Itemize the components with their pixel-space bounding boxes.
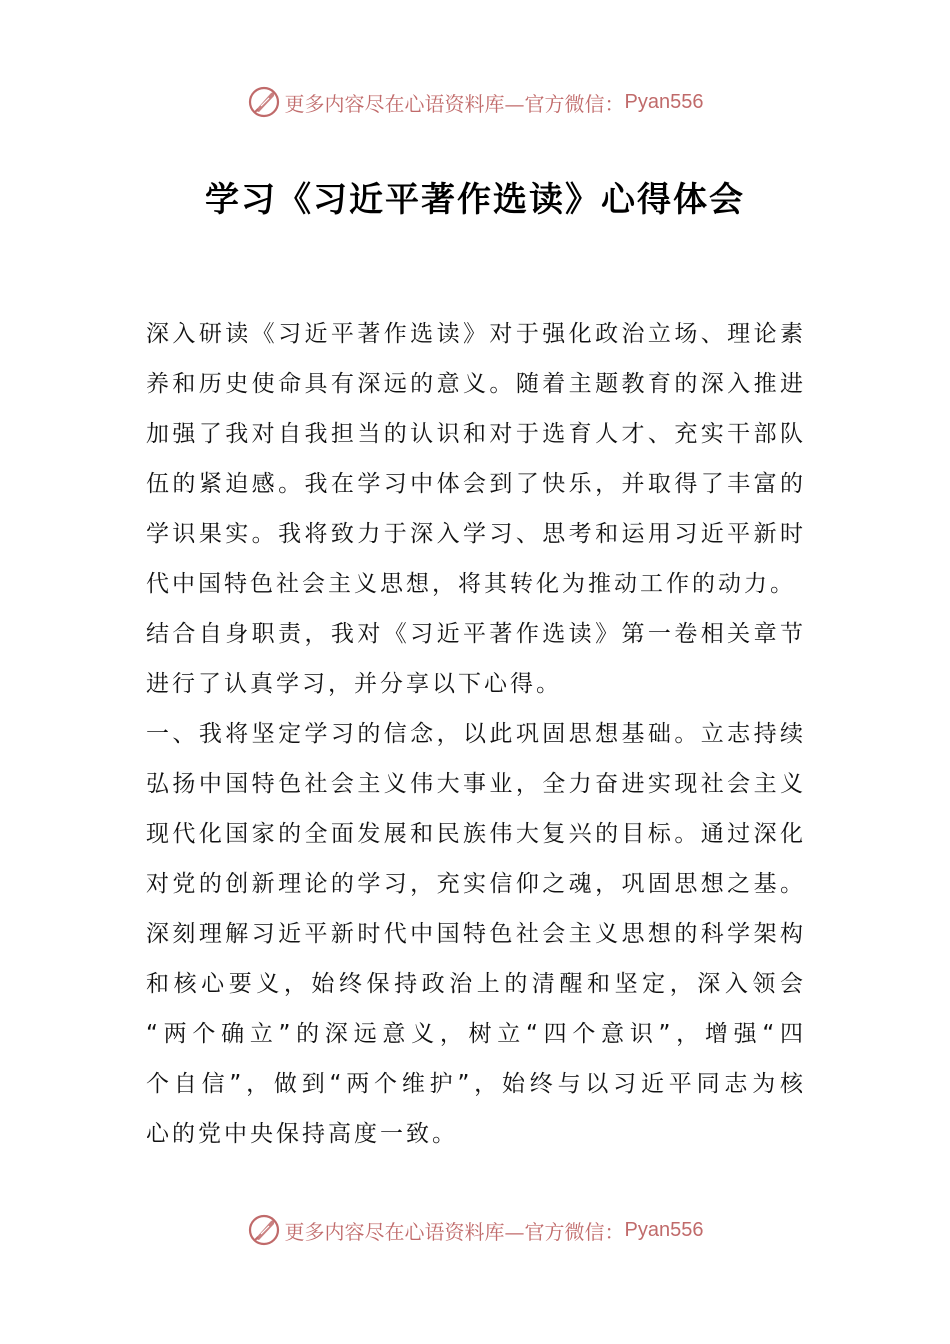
body-line: 对党的创新理论的学习，充实信仰之魂，巩固思想之基。 bbox=[146, 871, 806, 897]
body-line: 进行了认真学习，并分享以下心得。 bbox=[146, 671, 562, 697]
body-line: 和核心要义，始终保持政治上的清醒和坚定，深入领会 bbox=[146, 971, 806, 997]
feather-pen-logo-icon bbox=[247, 1213, 281, 1247]
body-line: 一、我将坚定学习的信念，以此巩固思想基础。立志持续 bbox=[146, 721, 806, 747]
body-line: 养和历史使命具有深远的意义。随着主题教育的深入推进 bbox=[146, 371, 806, 397]
body-line: 加强了我对自我担当的认识和对于选育人才、充实干部队 bbox=[146, 421, 806, 447]
header-wechat-id: Pyan556 bbox=[624, 90, 704, 113]
feather-pen-logo-icon bbox=[247, 85, 281, 119]
body-line: 伍的紧迫感。我在学习中体会到了快乐，并取得了丰富的 bbox=[146, 471, 806, 497]
header-slogan: 更多内容尽在心语资料库—官方微信： bbox=[284, 91, 625, 116]
body-line: 深刻理解习近平新时代中国特色社会主义思想的科学架构 bbox=[146, 921, 806, 947]
body-line: 深入研读《习近平著作选读》对于强化政治立场、理论素 bbox=[146, 321, 806, 347]
header-watermark-banner bbox=[0, 82, 950, 122]
body-line: 代中国特色社会主义思想，将其转化为推动工作的动力。 bbox=[146, 571, 796, 597]
footer-watermark-banner bbox=[0, 1210, 950, 1250]
body-line: 现代化国家的全面发展和民族伟大复兴的目标。通过深化 bbox=[146, 821, 806, 847]
footer-wechat-id: Pyan556 bbox=[624, 1218, 704, 1241]
body-line: 心的党中央保持高度一致。 bbox=[146, 1121, 458, 1147]
body-line: 学识果实。我将致力于深入学习、思考和运用习近平新时 bbox=[146, 521, 806, 547]
document-title: 学习《习近平著作选读》心得体会 bbox=[205, 180, 745, 220]
body-line: 结合自身职责，我对《习近平著作选读》第一卷相关章节 bbox=[146, 621, 806, 647]
footer-slogan: 更多内容尽在心语资料库—官方微信： bbox=[284, 1219, 625, 1244]
body-line: “两个确立”的深远意义，树立“四个意识”，增强“四 bbox=[146, 1021, 806, 1047]
body-line: 个自信”，做到“两个维护”，始终与以习近平同志为核 bbox=[146, 1071, 806, 1097]
document-body bbox=[146, 309, 806, 1159]
body-line: 弘扬中国特色社会主义伟大事业，全力奋进实现社会主义 bbox=[146, 771, 806, 797]
